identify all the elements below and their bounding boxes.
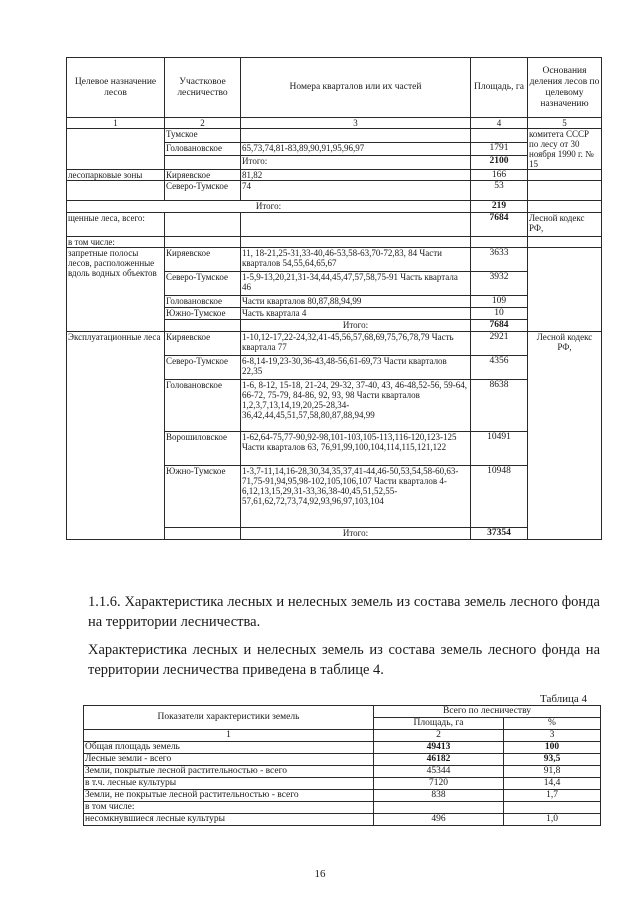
cell-district: Головановское (165, 380, 241, 432)
row-area: 7120 (374, 778, 504, 790)
cell-quarters: Часть квартала 4 (241, 308, 471, 320)
cell-quarters: 65,73,74,81-83,89,90,91,95,96,97 (241, 142, 471, 156)
row-area: 496 (374, 814, 504, 826)
row-area: 45344 (374, 766, 504, 778)
table-row (84, 790, 601, 802)
cell-district: Южно-Тумское (165, 466, 241, 528)
cell-quarters: Части кварталов 80,87,88,94,99 (241, 296, 471, 308)
header-purpose: Целевое назначение лесов (67, 58, 165, 118)
row-percent: 91,8 (504, 766, 601, 778)
cell-district (165, 237, 241, 248)
cell-area: 10948 (471, 466, 528, 528)
cell-district (165, 528, 241, 540)
cell-purpose: в том числе: (67, 237, 165, 248)
row-percent: 93,5 (504, 754, 601, 766)
row-area (374, 802, 504, 814)
header-percent: % (504, 718, 601, 730)
row-percent: 1,7 (504, 790, 601, 802)
cell-area: 53 (471, 181, 528, 201)
cell-area: 10491 (471, 432, 528, 466)
cell-basis (528, 248, 602, 332)
cell-district: Тумское (165, 129, 241, 143)
table-row (84, 802, 601, 814)
cell-area (471, 129, 528, 143)
cell-district (165, 213, 241, 237)
intro-paragraph: Характеристика лесных и нелесных земель из состава земель лесного фонда на территории лесничества приведена в таблице 4. (88, 642, 600, 678)
cell-quarters-total: Итого: (241, 320, 471, 332)
cell-quarters: 6-8,14-19,23-30,36-43,48-56,61-69,73 Части кварталов 22,35 (241, 356, 471, 380)
page-number: 16 (314, 868, 326, 880)
cell-quarters: 1-10,12-17,22-24,32,41-45,56,57,68,69,75,76,78,79 Часть квартала 77 (241, 332, 471, 356)
col-number: 3 (241, 118, 471, 129)
cell-quarters (241, 129, 471, 143)
table-row (67, 237, 602, 248)
cell-district: Ворошиловское (165, 432, 241, 466)
cell-area: 3633 (471, 248, 528, 272)
row-label: Общая площадь земель (84, 742, 374, 754)
table-row (67, 332, 602, 356)
cell-area-total: 7684 (471, 320, 528, 332)
row-percent: 1,0 (504, 814, 601, 826)
col-number: 1 (67, 118, 165, 129)
cell-basis (528, 237, 602, 248)
row-area: 49413 (374, 742, 504, 754)
cell-quarters-total: Итого: (67, 201, 471, 213)
cell-area: 3932 (471, 272, 528, 296)
cell-area-total: 37354 (471, 528, 528, 540)
section-heading: 1.1.6. Характеристика лесных и нелесных земель из состава земель лесного фонда на территории лесничества. (88, 594, 600, 630)
cell-area: 166 (471, 170, 528, 181)
cell-area: 109 (471, 296, 528, 308)
table-row (67, 213, 602, 237)
table-row (84, 766, 601, 778)
row-label: Земли, покрытые лесной растительностью - всего (84, 766, 374, 778)
cell-district: Северо-Тумское (165, 356, 241, 380)
cell-purpose: лесопарковые зоны (67, 170, 165, 181)
col-number: 1 (84, 730, 374, 742)
row-label: в т.ч. лесные культуры (84, 778, 374, 790)
col-number: 5 (528, 118, 602, 129)
cell-area: 2921 (471, 332, 528, 356)
cell-basis: Лесной кодекс РФ, (528, 213, 602, 237)
table-row (67, 170, 602, 181)
cell-district: Головановское (165, 142, 241, 156)
row-label: Лесные земли - всего (84, 754, 374, 766)
cell-area-total: 219 (471, 201, 528, 213)
cell-basis (528, 181, 602, 201)
cell-purpose: Эксплуатационные леса (67, 332, 165, 540)
cell-district (165, 320, 241, 332)
header-total: Всего по лесничеству (374, 706, 601, 718)
cell-area-total: 2100 (471, 156, 528, 170)
cell-quarters (241, 213, 471, 237)
cell-area: 8638 (471, 380, 528, 432)
cell-quarters (241, 237, 471, 248)
row-area: 838 (374, 790, 504, 802)
table-row (67, 248, 602, 272)
cell-quarters: 1-5,9-13,20,21,31-34,44,45,47,57,58,75-91 Часть квартала 46 (241, 272, 471, 296)
cell-purpose (67, 129, 165, 170)
cell-purpose: запретные полосы лесов, расположенные вдоль водных объектов (67, 248, 165, 332)
cell-district (165, 156, 241, 170)
cell-quarters-total: Итого: (241, 528, 471, 540)
cell-district: Северо-Тумское (165, 272, 241, 296)
land-characteristics-table (83, 705, 601, 826)
row-label: в том числе: (84, 802, 374, 814)
cell-district: Киряевское (165, 170, 241, 181)
table-row (84, 814, 601, 826)
cell-basis: Лесной кодекс РФ, (528, 332, 602, 540)
header-area: Площадь, га (374, 718, 504, 730)
cell-district: Северо-Тумское (165, 181, 241, 201)
cell-district: Киряевское (165, 248, 241, 272)
col-number: 4 (471, 118, 528, 129)
cell-area: 10 (471, 308, 528, 320)
table-row (67, 201, 602, 213)
col-number: 3 (504, 730, 601, 742)
row-label: Земли, не покрытые лесной растительностью - всего (84, 790, 374, 802)
cell-quarters: 1-3,7-11,14,16-28,30,34,35,37,41-44,46-50,53,54,58-60,63-71,75-91,94,95,98-102,105,106,107 Части кварталов 4-6,12,13,15,29,31-33,36,38-40,45,51,52,55-57,61,62,72,73,74,92,93,96,97,103,104 (241, 466, 471, 528)
cell-quarters-total: Итого: (241, 156, 471, 170)
table-row (84, 778, 601, 790)
col-number: 2 (165, 118, 241, 129)
cell-area: 4356 (471, 356, 528, 380)
cell-quarters: 11, 18-21,25-31,33-40,46-53,58-63,70-72,83, 84 Части кварталов 54,55,64,65,67 (241, 248, 471, 272)
cell-basis (528, 170, 602, 181)
cell-quarters: 81,82 (241, 170, 471, 181)
table-row (84, 742, 601, 754)
cell-purpose: щенные леса, всего: (67, 213, 165, 237)
cell-quarters: 74 (241, 181, 471, 201)
col-number: 2 (374, 730, 504, 742)
table-caption: Таблица 4 (540, 693, 588, 705)
row-percent: 14,4 (504, 778, 601, 790)
cell-area-total: 7684 (471, 213, 528, 237)
header-quarters: Номера кварталов или их частей (241, 58, 471, 118)
row-percent: 100 (504, 742, 601, 754)
header-basis: Основания деления лесов по целевому назначению (528, 58, 602, 118)
table-row (67, 181, 602, 201)
header-district: Участковое лесничество (165, 58, 241, 118)
cell-district: Киряевское (165, 332, 241, 356)
cell-basis (528, 201, 602, 213)
cell-area: 1791 (471, 142, 528, 156)
cell-quarters: 1-6, 8-12, 15-18, 21-24, 29-32, 37-40, 43, 46-48,52-56, 59-64, 66-72, 75-79, 84-86, 92, 93, 98 Части кварталов 1,2,3,7,13,14,19,20,25-28,34-36,42,44,45,51,57,58,80,87,88,94,99 (241, 380, 471, 432)
cell-basis: комитета СССР по лесу от 30 ноября 1990 г. № 15 (528, 129, 602, 170)
cell-purpose (67, 181, 165, 201)
cell-district: Головановское (165, 296, 241, 308)
cell-area (471, 237, 528, 248)
table-row (84, 754, 601, 766)
forest-purpose-table (66, 57, 602, 540)
header-area: Площадь, га (471, 58, 528, 118)
table-row (67, 129, 602, 143)
cell-district: Южно-Тумское (165, 308, 241, 320)
row-area: 46182 (374, 754, 504, 766)
header-indicators: Показатели характеристики земель (84, 706, 374, 730)
row-percent (504, 802, 601, 814)
row-label: несомкнувшиеся лесные культуры (84, 814, 374, 826)
cell-quarters: 1-62,64-75,77-90,92-98,101-103,105-113,116-120,123-125 Части кварталов 63, 76,91,99,100,104,114,115,121,122 (241, 432, 471, 466)
